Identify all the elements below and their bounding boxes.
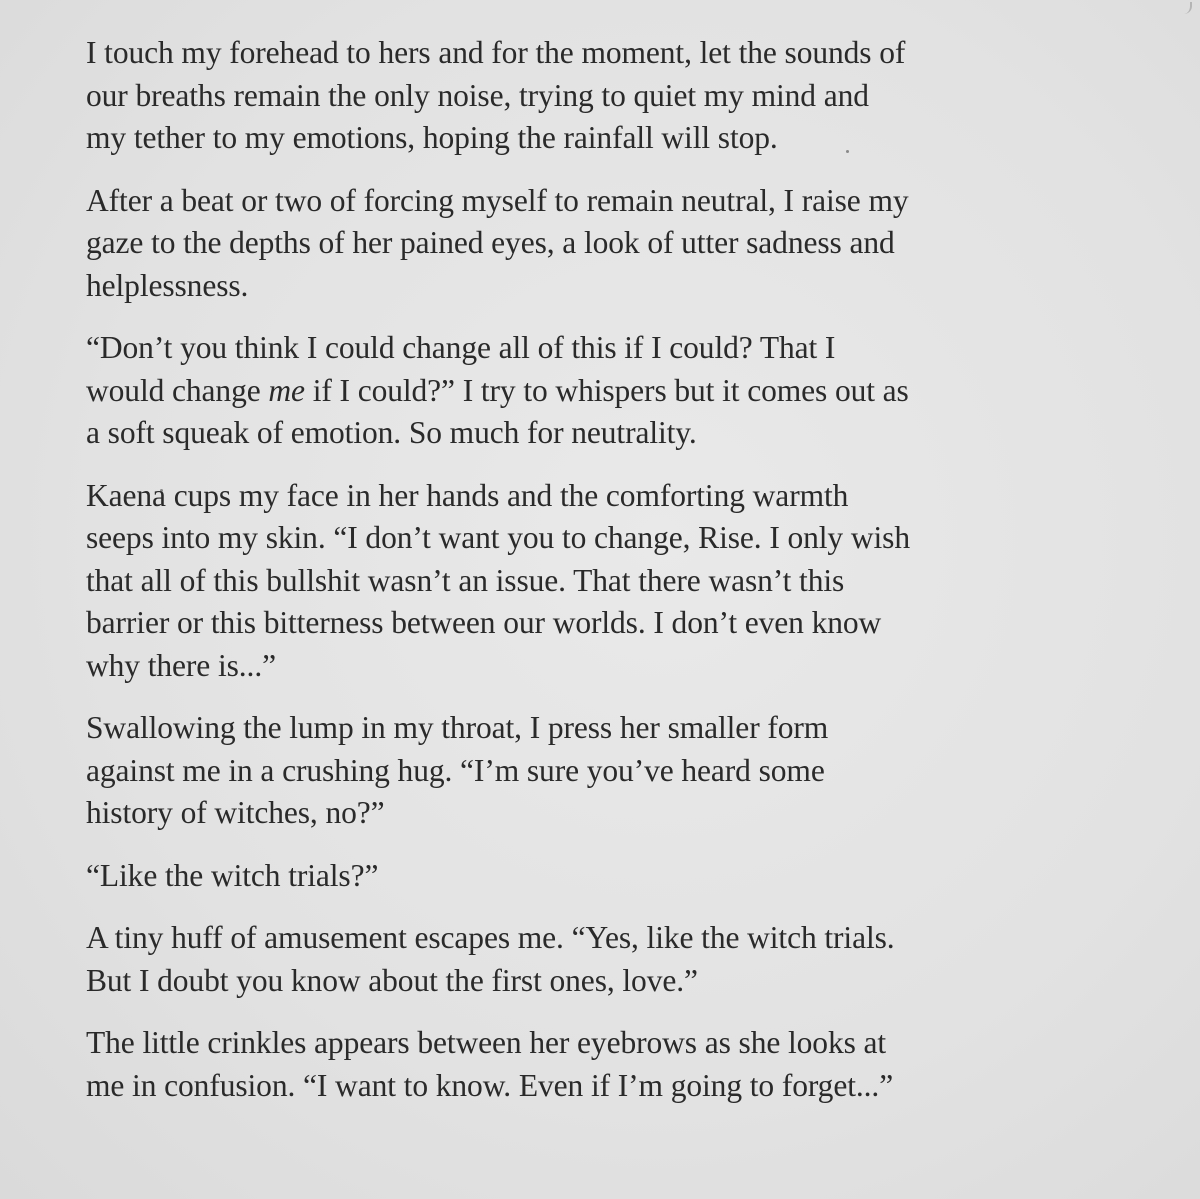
text-line: why there is...” bbox=[86, 647, 276, 683]
text-line: against me in a crushing hug. “I’m sure you’ve heard some bbox=[86, 752, 825, 788]
paragraph bbox=[86, 180, 1146, 308]
text-line: history of witches, no?” bbox=[86, 795, 385, 830]
text-line: helplessness. bbox=[86, 267, 249, 303]
text-line: The little crinkles appears between her eyebrows as she looks at bbox=[86, 1025, 887, 1060]
page-text bbox=[86, 32, 1146, 1127]
text-line: “Don’t you think I could change all of this if I could? That I bbox=[86, 330, 836, 365]
paragraph bbox=[86, 1022, 1146, 1107]
paragraph bbox=[86, 327, 1146, 455]
text-line: seeps into my skin. “I don’t want you to change, Rise. I only wish bbox=[86, 520, 910, 555]
text-line: my tether to my emotions, hoping the rainfall will stop. bbox=[86, 120, 778, 155]
text-fragment: would change bbox=[86, 372, 269, 408]
text-line: gaze to the depths of her pained eyes, a look of utter sadness and bbox=[86, 225, 895, 260]
paragraph bbox=[86, 855, 1146, 898]
text-fragment: if I could?” I try to whispers but it comes out as bbox=[304, 372, 909, 408]
paragraph bbox=[86, 475, 1146, 688]
paragraph bbox=[86, 707, 1146, 835]
text-line: After a beat or two of forcing myself to remain neutral, I raise my bbox=[86, 182, 909, 218]
text-line: barrier or this bitterness between our worlds. I don’t even know bbox=[86, 605, 882, 640]
text-line: me in confusion. “I want to know. Even if I’m going to forget...” bbox=[86, 1067, 894, 1103]
paragraph bbox=[86, 32, 1146, 160]
page-edge-mark bbox=[1184, 2, 1192, 14]
text-line: a soft squeak of emotion. So much for neutrality. bbox=[86, 415, 697, 450]
text-line: I touch my forehead to hers and for the moment, let the sounds of bbox=[86, 35, 906, 70]
text-line: Kaena cups my face in her hands and the comforting warmth bbox=[86, 477, 849, 513]
emphasis-word: me bbox=[268, 372, 305, 408]
text-line: But I doubt you know about the first ones, love.” bbox=[86, 962, 698, 998]
text-line: A tiny huff of amusement escapes me. “Yes, like the witch trials. bbox=[86, 920, 895, 955]
text-line bbox=[86, 370, 1146, 413]
text-line: that all of this bullshit wasn’t an issue. That there wasn’t this bbox=[86, 562, 845, 598]
paragraph bbox=[86, 917, 1146, 1002]
text-line: “Like the witch trials?” bbox=[86, 857, 379, 893]
text-line: Swallowing the lump in my throat, I press her smaller form bbox=[86, 710, 829, 745]
text-line: our breaths remain the only noise, trying to quiet my mind and bbox=[86, 77, 869, 113]
